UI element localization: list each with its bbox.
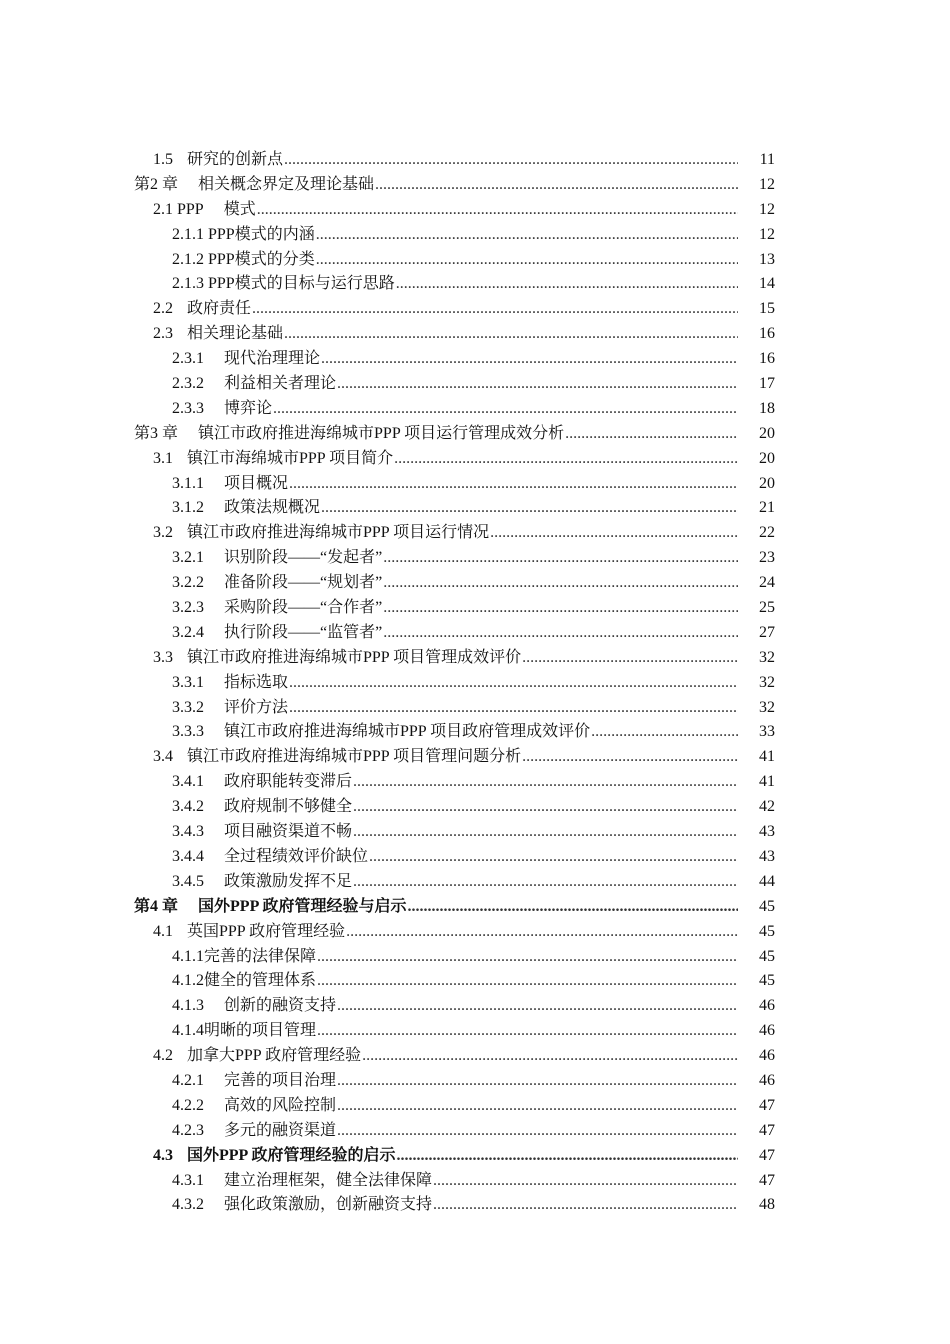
toc-page-number: 21 xyxy=(759,499,775,517)
toc-entry-title: 健全的管理体系 xyxy=(204,972,317,990)
toc-leader-dots xyxy=(257,198,738,223)
toc-entry-number: 2.2 xyxy=(153,300,173,318)
toc-entry[interactable] xyxy=(0,496,950,521)
toc-page-number: 13 xyxy=(759,250,775,268)
toc-entry-text xyxy=(172,945,738,970)
toc-entry-title: 政策激励发挥不足 xyxy=(224,872,353,890)
toc-page-number: 20 xyxy=(759,424,775,442)
toc-entry[interactable] xyxy=(0,422,950,447)
toc-page-number: 43 xyxy=(759,823,775,841)
toc-entry-title: 项目融资渠道不畅 xyxy=(224,823,353,841)
toc-page-number: 20 xyxy=(759,449,775,467)
toc-entry[interactable] xyxy=(0,1144,950,1169)
toc-leader-dots xyxy=(316,248,738,273)
toc-entry-title: 完善的项目治理 xyxy=(224,1071,337,1089)
toc-entry-title: 高效的风险控制 xyxy=(224,1096,337,1114)
toc-entry[interactable] xyxy=(0,1119,950,1144)
toc-entry-text xyxy=(172,223,738,248)
toc-entry-text xyxy=(172,696,738,721)
toc-entry-number: 2.1.3 xyxy=(172,275,204,293)
toc-entry-text xyxy=(172,770,738,795)
toc-entry-title: 项目概况 xyxy=(224,474,289,492)
toc-leader-dots xyxy=(289,472,738,497)
toc-entry-text xyxy=(153,1044,738,1069)
toc-entry[interactable] xyxy=(0,447,950,472)
toc-entry-text xyxy=(172,795,738,820)
toc-entry[interactable] xyxy=(0,198,950,223)
toc-page-number: 46 xyxy=(759,1047,775,1065)
toc-page-number: 32 xyxy=(759,648,775,666)
toc-entry[interactable] xyxy=(0,546,950,571)
toc-leader-dots xyxy=(317,969,738,994)
toc-leader-dots xyxy=(273,397,738,422)
toc-entry-number: 3.4.3 xyxy=(172,823,204,841)
toc-entry-title: 加拿大PPP 政府管理经验 xyxy=(187,1047,362,1065)
toc-entry-number: 4.2 xyxy=(153,1047,173,1065)
toc-page-number: 33 xyxy=(759,723,775,741)
toc-entry-title: PPP模式的目标与运行思路 xyxy=(208,275,395,293)
toc-entry[interactable] xyxy=(0,870,950,895)
toc-page-number: 48 xyxy=(759,1196,775,1214)
toc-entry-title: PPP模式的分类 xyxy=(208,250,315,268)
toc-entry-text xyxy=(172,397,738,422)
toc-leader-dots xyxy=(565,422,738,447)
toc-leader-dots xyxy=(346,920,738,945)
toc-entry-title: 采购阶段——“合作者” xyxy=(224,599,383,617)
toc-entry-title: 镇江市政府推进海绵城市PPP 项目管理成效评价 xyxy=(187,648,522,666)
toc-page-number: 12 xyxy=(759,225,775,243)
toc-leader-dots xyxy=(317,945,738,970)
toc-entry-title: 准备阶段——“规划者” xyxy=(224,574,383,592)
toc-page-number: 32 xyxy=(759,673,775,691)
toc-entry-title: 利益相关者理论 xyxy=(224,375,337,393)
toc-entry-number: 第2 章 xyxy=(134,175,179,193)
toc-entry-text xyxy=(153,1144,738,1169)
toc-entry-number: 4.3.2 xyxy=(172,1196,204,1214)
toc-leader-dots xyxy=(321,347,738,372)
toc-entry-title: 完善的法律保障 xyxy=(204,947,317,965)
toc-leader-dots xyxy=(284,148,738,173)
toc-page-number: 45 xyxy=(759,972,775,990)
toc-entry[interactable] xyxy=(0,969,950,994)
toc-entry-text xyxy=(153,646,738,671)
toc-entry-text xyxy=(153,920,738,945)
toc-entry-title: 镇江市政府推进海绵城市PPP 项目运行管理成效分析 xyxy=(198,424,565,442)
toc-entry-number: 3.1.2 xyxy=(172,499,204,517)
toc-entry-title: 相关概念界定及理论基础 xyxy=(198,175,375,193)
toc-entry[interactable] xyxy=(0,571,950,596)
toc-entry[interactable] xyxy=(0,347,950,372)
toc-entry-text xyxy=(172,969,738,994)
toc-entry[interactable] xyxy=(0,895,950,920)
toc-page-number: 12 xyxy=(759,200,775,218)
toc-entry[interactable] xyxy=(0,696,950,721)
toc-entry[interactable] xyxy=(0,1019,950,1044)
toc-page-number: 47 xyxy=(759,1146,775,1164)
toc-entry-text xyxy=(153,297,738,322)
toc-entry-text xyxy=(172,621,738,646)
toc-leader-dots xyxy=(353,870,738,895)
toc-entry-title: 现代治理理论 xyxy=(224,350,321,368)
toc-entry-text xyxy=(172,1169,738,1194)
toc-entry-number: 3.4.1 xyxy=(172,773,204,791)
toc-entry-title: 评价方法 xyxy=(224,698,289,716)
toc-entry-title: 创新的融资支持 xyxy=(224,997,337,1015)
toc-entry[interactable] xyxy=(0,148,950,173)
toc-page-number: 47 xyxy=(759,1096,775,1114)
toc-entry[interactable] xyxy=(0,1069,950,1094)
toc-leader-dots xyxy=(407,895,738,920)
toc-entry[interactable] xyxy=(0,521,950,546)
toc-leader-dots xyxy=(317,1019,738,1044)
toc-leader-dots xyxy=(383,546,738,571)
toc-entry-title: 政府规制不够健全 xyxy=(224,798,353,816)
toc-entry-number: 3.3.1 xyxy=(172,673,204,691)
toc-entry-text xyxy=(172,571,738,596)
toc-entry-title: 政府责任 xyxy=(187,300,252,318)
toc-entry-title: 研究的创新点 xyxy=(187,151,284,168)
toc-page-number: 11 xyxy=(759,151,775,168)
toc-entry-title: 国外PPP 政府管理经验的启示 xyxy=(187,1146,396,1164)
toc-page-number: 24 xyxy=(759,574,775,592)
toc-entry[interactable] xyxy=(0,322,950,347)
toc-entry[interactable] xyxy=(0,223,950,248)
toc-entry[interactable] xyxy=(0,1193,950,1218)
toc-entry-title: 镇江市海绵城市PPP 项目简介 xyxy=(187,449,394,467)
toc-entry-text xyxy=(172,496,738,521)
toc-leader-dots xyxy=(369,845,738,870)
toc-entry-number: 3.3.2 xyxy=(172,698,204,716)
toc-leader-dots xyxy=(396,272,738,297)
table-of-contents xyxy=(0,148,950,1218)
toc-entry-text xyxy=(172,596,738,621)
toc-entry[interactable] xyxy=(0,845,950,870)
toc-page-number: 25 xyxy=(759,599,775,617)
toc-entry-title: 政策法规概况 xyxy=(224,499,321,517)
toc-entry-text xyxy=(172,272,738,297)
toc-entry[interactable] xyxy=(0,621,950,646)
toc-entry-number: 3.1.1 xyxy=(172,474,204,492)
toc-entry-title: 多元的融资渠道 xyxy=(224,1121,337,1139)
toc-page-number: 27 xyxy=(759,623,775,641)
toc-leader-dots xyxy=(522,646,738,671)
toc-entry-number: 第3 章 xyxy=(134,424,179,442)
toc-entry-text xyxy=(172,720,738,745)
toc-entry[interactable] xyxy=(0,248,950,273)
toc-leader-dots xyxy=(433,1193,738,1218)
toc-entry-title: 模式 xyxy=(223,200,256,218)
toc-page-number: 22 xyxy=(759,524,775,542)
toc-entry[interactable] xyxy=(0,820,950,845)
toc-entry-title: 国外PPP 政府管理经验与启示 xyxy=(198,897,407,915)
toc-page-number: 45 xyxy=(759,897,775,915)
toc-entry-number: 4.1.3 xyxy=(172,997,204,1015)
toc-leader-dots xyxy=(284,322,738,347)
toc-leader-dots xyxy=(383,621,738,646)
toc-entry-text xyxy=(134,173,738,198)
toc-entry-number: 4.3 xyxy=(153,1146,173,1164)
toc-entry-number: 4.1.2 xyxy=(172,972,204,990)
toc-page-number: 46 xyxy=(759,1071,775,1089)
toc-leader-dots xyxy=(337,1069,738,1094)
toc-entry-text xyxy=(153,322,738,347)
toc-entry-title: 指标选取 xyxy=(224,673,289,691)
toc-entry-number: 3.3 xyxy=(153,648,173,666)
toc-leader-dots xyxy=(337,1094,738,1119)
toc-entry[interactable] xyxy=(0,945,950,970)
toc-entry-title: 相关理论基础 xyxy=(187,325,284,343)
toc-entry-title: 政府职能转变滞后 xyxy=(224,773,353,791)
toc-entry-text xyxy=(172,671,738,696)
toc-page-number: 42 xyxy=(759,798,775,816)
toc-entry-number: 2.3.2 xyxy=(172,375,204,393)
toc-leader-dots xyxy=(433,1169,738,1194)
toc-entry-number: 3.4.4 xyxy=(172,847,204,865)
toc-page-number: 16 xyxy=(759,325,775,343)
toc-entry[interactable] xyxy=(0,994,950,1019)
toc-entry[interactable] xyxy=(0,671,950,696)
toc-page-number: 45 xyxy=(759,922,775,940)
toc-entry[interactable] xyxy=(0,770,950,795)
toc-entry-title: 明晰的项目管理 xyxy=(204,1022,317,1040)
toc-leader-dots xyxy=(362,1044,738,1069)
toc-entry-title: 博弈论 xyxy=(224,399,273,417)
toc-leader-dots xyxy=(396,1144,738,1169)
toc-entry-number: 3.2.2 xyxy=(172,574,204,592)
toc-page-number: 44 xyxy=(759,872,775,890)
toc-entry[interactable] xyxy=(0,272,950,297)
toc-entry-title: 建立治理框架，健全法律保障 xyxy=(224,1171,433,1189)
toc-entry-text xyxy=(153,148,738,173)
toc-leader-dots xyxy=(353,820,738,845)
toc-leader-dots xyxy=(353,795,738,820)
toc-leader-dots xyxy=(337,1119,738,1144)
toc-page-number: 12 xyxy=(759,175,775,193)
toc-entry-text xyxy=(172,248,738,273)
toc-entry[interactable] xyxy=(0,596,950,621)
toc-page-number: 15 xyxy=(759,300,775,318)
toc-entry-text xyxy=(172,546,738,571)
toc-entry-title: PPP模式的内涵 xyxy=(208,225,315,243)
toc-entry-number: 2.3 xyxy=(153,325,173,343)
toc-entry-number: 4.2.2 xyxy=(172,1096,204,1114)
toc-entry-text xyxy=(172,994,738,1019)
toc-entry-text xyxy=(172,1193,738,1218)
toc-entry[interactable] xyxy=(0,920,950,945)
toc-entry-number: 2.3.3 xyxy=(172,399,204,417)
toc-leader-dots xyxy=(383,596,738,621)
toc-entry-text xyxy=(153,521,738,546)
toc-leader-dots xyxy=(490,521,738,546)
toc-entry-title: 执行阶段——“监管者” xyxy=(224,623,383,641)
toc-leader-dots xyxy=(394,447,738,472)
toc-entry[interactable] xyxy=(0,397,950,422)
toc-entry-number: 3.1 xyxy=(153,449,173,467)
toc-entry[interactable] xyxy=(0,1169,950,1194)
toc-leader-dots xyxy=(353,770,738,795)
toc-entry[interactable] xyxy=(0,1094,950,1119)
toc-entry-number: 3.2.3 xyxy=(172,599,204,617)
toc-page-number: 32 xyxy=(759,698,775,716)
toc-entry-text xyxy=(172,870,738,895)
toc-leader-dots xyxy=(337,994,738,1019)
toc-page-number: 45 xyxy=(759,947,775,965)
toc-leader-dots xyxy=(337,372,738,397)
toc-entry-number: 4.1 xyxy=(153,922,173,940)
toc-entry-number: 4.1.4 xyxy=(172,1022,204,1040)
toc-entry-number: 2.1.2 xyxy=(172,250,204,268)
toc-entry[interactable] xyxy=(0,745,950,770)
toc-entry-text xyxy=(172,1019,738,1044)
toc-entry-number: 4.2.3 xyxy=(172,1121,204,1139)
toc-entry-number: 3.3.3 xyxy=(172,723,204,741)
toc-leader-dots xyxy=(289,696,738,721)
toc-entry[interactable] xyxy=(0,297,950,322)
toc-entry-number: 3.2.1 xyxy=(172,549,204,567)
toc-leader-dots xyxy=(591,720,738,745)
toc-entry-number: 2.3.1 xyxy=(172,350,204,368)
toc-entry-title: 强化政策激励，创新融资支持 xyxy=(224,1196,433,1214)
toc-leader-dots xyxy=(383,571,738,596)
toc-entry-number: 2.1.1 xyxy=(172,225,204,243)
toc-entry-text xyxy=(153,745,738,770)
toc-entry-text xyxy=(172,1119,738,1144)
toc-page-number: 43 xyxy=(759,847,775,865)
toc-page-number: 46 xyxy=(759,997,775,1015)
toc-entry-text xyxy=(172,1094,738,1119)
toc-leader-dots xyxy=(321,496,738,521)
toc-entry-title: 镇江市政府推进海绵城市PPP 项目管理问题分析 xyxy=(187,748,522,766)
toc-leader-dots xyxy=(252,297,738,322)
toc-page-number: 18 xyxy=(759,399,775,417)
toc-page-number: 47 xyxy=(759,1121,775,1139)
toc-entry-title: 全过程绩效评价缺位 xyxy=(224,847,369,865)
toc-entry-text xyxy=(172,1069,738,1094)
toc-entry-number: 1.5 xyxy=(153,151,173,168)
toc-page-number: 14 xyxy=(759,275,775,293)
toc-entry-number: 4.2.1 xyxy=(172,1071,204,1089)
toc-entry-text xyxy=(172,372,738,397)
toc-entry-text xyxy=(172,347,738,372)
toc-entry-number: 4.3.1 xyxy=(172,1171,204,1189)
toc-entry-number: 2.1 PPP xyxy=(153,200,204,218)
toc-entry-text xyxy=(134,422,738,447)
toc-entry-number: 3.2 xyxy=(153,524,173,542)
toc-page-number: 17 xyxy=(759,375,775,393)
toc-entry[interactable] xyxy=(0,795,950,820)
toc-entry[interactable] xyxy=(0,173,950,198)
toc-leader-dots xyxy=(289,671,738,696)
toc-entry-number: 4.1.1 xyxy=(172,947,204,965)
toc-entry-text xyxy=(153,447,738,472)
toc-entry-text xyxy=(172,820,738,845)
toc-entry[interactable] xyxy=(0,372,950,397)
toc-entry[interactable] xyxy=(0,646,950,671)
toc-entry[interactable] xyxy=(0,1044,950,1069)
toc-entry-text xyxy=(153,198,738,223)
toc-entry-title: 镇江市政府推进海绵城市PPP 项目运行情况 xyxy=(187,524,490,542)
toc-entry-number: 3.2.4 xyxy=(172,623,204,641)
toc-leader-dots xyxy=(522,745,738,770)
toc-entry-text xyxy=(172,845,738,870)
toc-entry-text xyxy=(134,895,738,920)
toc-leader-dots xyxy=(316,223,738,248)
toc-entry-title: 镇江市政府推进海绵城市PPP 项目政府管理成效评价 xyxy=(224,723,591,741)
toc-entry-number: 3.4.5 xyxy=(172,872,204,890)
toc-entry-text xyxy=(172,472,738,497)
toc-entry-title: 英国PPP 政府管理经验 xyxy=(187,922,346,940)
toc-page-number: 41 xyxy=(759,773,775,791)
toc-page-number: 16 xyxy=(759,350,775,368)
toc-page-number: 23 xyxy=(759,549,775,567)
toc-entry-number: 3.4.2 xyxy=(172,798,204,816)
toc-entry-number: 3.4 xyxy=(153,748,173,766)
toc-entry[interactable] xyxy=(0,472,950,497)
toc-entry-number: 第4 章 xyxy=(134,897,179,915)
toc-page-number: 47 xyxy=(759,1171,775,1189)
toc-entry[interactable] xyxy=(0,720,950,745)
toc-page-number: 46 xyxy=(759,1022,775,1040)
toc-entry-title: 识别阶段——“发起者” xyxy=(224,549,383,567)
toc-page-number: 20 xyxy=(759,474,775,492)
toc-leader-dots xyxy=(375,173,738,198)
toc-page-number: 41 xyxy=(759,748,775,766)
